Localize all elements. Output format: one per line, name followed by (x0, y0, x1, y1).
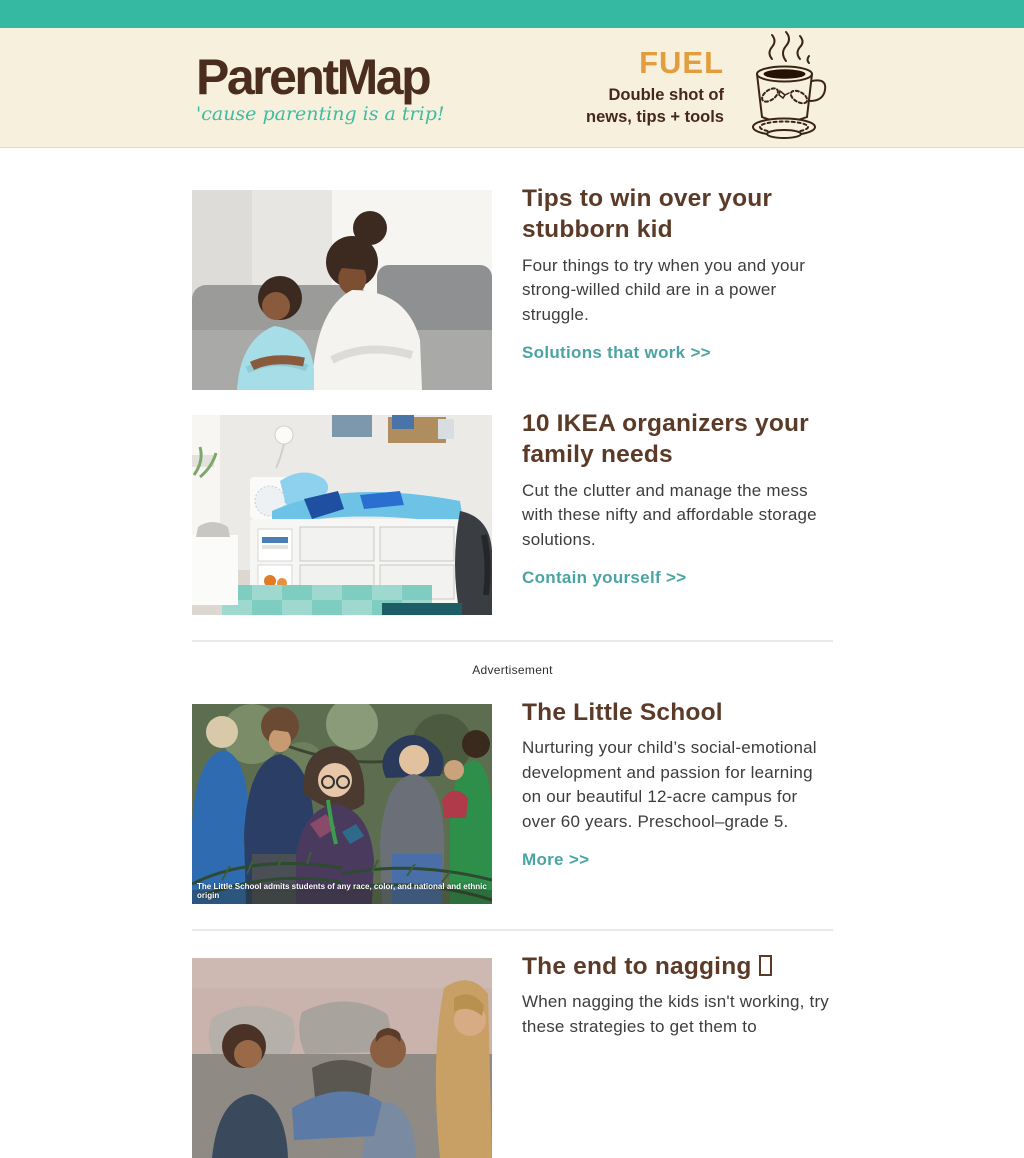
article-image-nagging[interactable] (192, 958, 492, 1158)
article-description: When nagging the kids isn't working, try these strategies to get them to (522, 992, 830, 1036)
article-link[interactable]: Contain yourself >> (522, 568, 687, 588)
newsletter-name: FUEL (639, 44, 724, 80)
article-title[interactable]: 10 IKEA organizers your family needs (522, 410, 809, 469)
article-image-stubborn-kid[interactable] (192, 190, 492, 390)
article-image-ikea[interactable] (192, 415, 492, 615)
article-title[interactable]: The end to nagging (522, 951, 833, 982)
coffee-cup-icon (736, 29, 832, 146)
section-divider (192, 640, 833, 642)
article-card-ikea (192, 410, 833, 615)
newsletter-subtitle-line1: Double shot of (608, 85, 724, 104)
newsletter-subtitle-line2: news, tips + tools (586, 107, 724, 126)
image-caption: The Little School admits students of any race, color, and national and ethnic origin (197, 882, 487, 901)
parentmap-logo[interactable] (196, 48, 445, 125)
article-card-nagging (192, 953, 833, 1158)
logo-wordmark: ParentMap (196, 48, 430, 105)
article-description: Nurturing your child’s social-emotional development and passion for learning on our beautiful 12-acre campus for over 60 years. Preschool–grade 5. (522, 738, 817, 831)
newsletter-body (192, 148, 833, 1158)
advertisement-label: Advertisement (472, 663, 553, 677)
newsletter-header (0, 28, 1024, 148)
article-title[interactable]: The Little School (522, 699, 723, 726)
article-image-little-school[interactable] (192, 704, 492, 904)
article-description: Four things to try when you and your strong-willed child are in a power struggle. (522, 255, 806, 324)
article-link[interactable]: Solutions that work >> (522, 343, 711, 363)
logo-tagline: 'cause parenting is a trip! (196, 102, 445, 125)
article-description: Cut the clutter and manage the mess with these nifty and affordable storage solutions. (522, 480, 817, 549)
article-link[interactable]: More >> (522, 850, 590, 870)
article-title[interactable]: Tips to win over your stubborn kid (522, 185, 773, 244)
article-card-little-school (192, 699, 833, 904)
top-accent-bar (0, 0, 1024, 28)
missing-emoji-glyph-icon (759, 955, 772, 976)
article-card-stubborn-kid (192, 185, 833, 390)
fuel-masthead (586, 29, 832, 146)
